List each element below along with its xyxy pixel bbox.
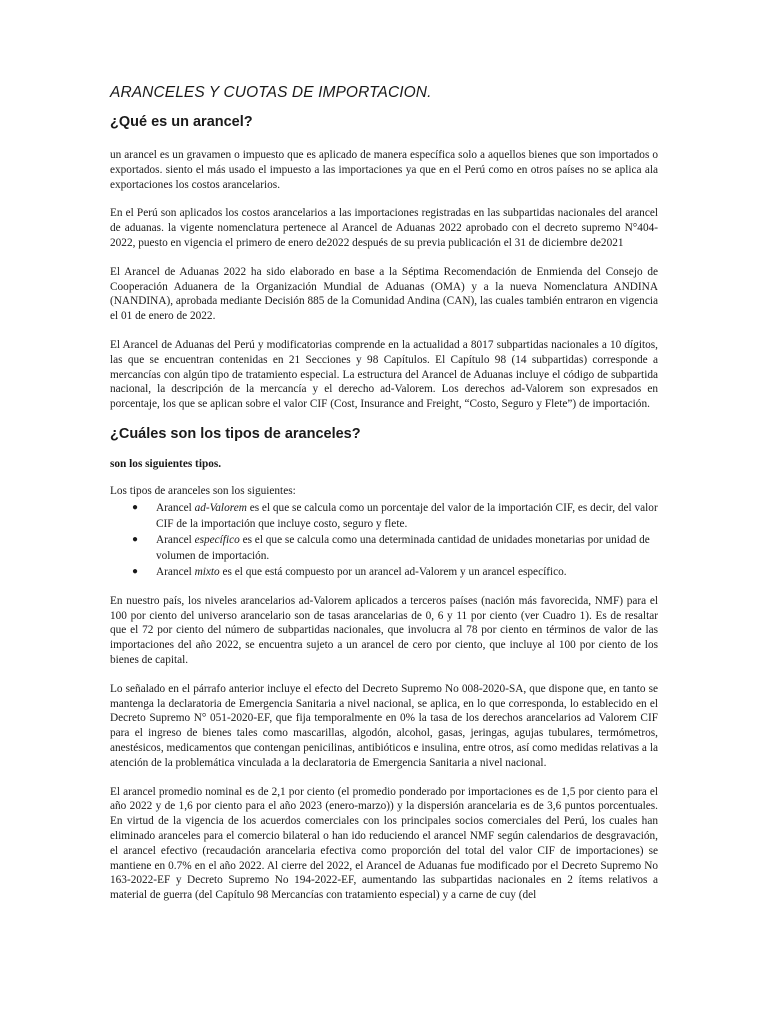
document-title: ARANCELES Y CUOTAS DE IMPORTACION. [110,84,432,101]
paragraph-structure: El Arancel de Aduanas del Perú y modificatorias comprende en la actualidad a 8017 subpartidas nacionales a 10 dígitos, las que se encuentran contenidas en 21 Secciones y 98 Capítulos. El Capítulo 98 (14 subpartidas) corresponde a mercancías con algún tipo de tratamiento especial. La estructura del Arancel de Aduanas incluye el código de subpartida nacional, la descripción de la mercancía y el derecho ad-Valorem. Los derechos ad-Valorem son expresados en porcentaje, los que se aplican sobre el valor CIF (Cost, Insurance and Freight, “Costo, Seguro y Flete”) de importación. [110,338,658,411]
list-item-description: es el que está compuesto por un arancel ad-Valorem y un arancel específico. [219,565,567,578]
tariff-types-list [110,500,658,580]
list-item-term: ad-Valorem [194,501,247,514]
list-item-prefix: Arancel [156,533,195,546]
list-item-term: mixto [194,565,220,578]
list-intro: Los tipos de aranceles son los siguientes: [110,484,296,497]
paragraph-average-tariff: El arancel promedio nominal es de 2,1 por ciento (el promedio ponderado por importaciones es de 1,5 por ciento para el año 2022 y de 1,6 por ciento para el año 2023 (enero-marzo)) y la dispersión arancelaria es de 3,6 puntos porcentuales. En virtud de la vigencia de los acuerdos comerciales con los principales socios comerciales del Perú, los cuales han eliminado aranceles para el comercio bilateral o han ido reduciendo el arancel NMF según calendarios de desgravación, el arancel efectivo (recaudación arancelaria efectiva como proporción del total del valor CIF de importaciones) se mantiene en 0.7% en el año 2022. Al cierre del 2022, el Arancel de Aduanas fue modificado por el Decreto Supremo No 163-2022-EF y Decreto Supremo No 194-2022-EF, aumentando las subpartidas nacionales en 2 ítems relativos a material de guerra (del Capítulo 98 Mercancías con tratamiento especial) y a carne de cuy (del [110,785,658,902]
paragraph-arancel-2022: El Arancel de Aduanas 2022 ha sido elaborado en base a la Séptima Recomendación de Enmienda del Consejo de Cooperación Aduanera de la Organización Mundial de Aduanas (OMA) y a la nueva Nomenclatura ANDINA (NANDINA), aprobada mediante Decisión 885 de la Comunidad Andina (CAN), las cuales también entraron en vigencia el 01 de enero de 2022. [110,265,658,323]
list-item-description: es el que se calcula como una determinada cantidad de unidades monetarias por unidad de volumen de importación. [156,533,650,562]
list-item-term: específico [194,533,240,546]
bullet-icon: ● [132,501,139,513]
paragraph-peru-tariffs: En el Perú son aplicados los costos arancelarios a las importaciones registradas en las subpartidas nacionales del arancel de aduanas. la vigente nomenclatura pertenece al Arancel de Aduanas 2022 aprobado con el decreto supremo N°404-2022, puesto en vigencia el primero de enero de2022 después de su previa publicación el 31 de diciembre de2021 [110,207,658,249]
list-item-prefix: Arancel [156,501,195,514]
section-heading-tariff-types: ¿Cuáles son los tipos de aranceles? [110,425,361,442]
document-body [110,84,658,903]
subheading-types: son los siguientes tipos. [110,457,222,470]
list-item-prefix: Arancel [156,565,195,578]
list-item-description: es el que se calcula como un porcentaje del valor de la importación CIF, es decir, del valor CIF de la importación que incluye costo, seguro y flete. [156,501,658,530]
list-item-mixto [110,564,658,580]
list-item-ad-valorem [110,500,658,532]
paragraph-decreto-supremo: Lo señalado en el párrafo anterior incluye el efecto del Decreto Supremo No 008-2020-SA, que dispone que, en tanto se mantenga la declaratoria de Emergencia Sanitaria a nivel nacional, se aplica, en lo que corresponda, lo establecido en el Decreto Supremo N° 051-2020-EF, que fija temporalmente en 0% la tasa de los derechos arancelarios ad Valorem CIF para el ingreso de bienes tales como mascarillas, algodón, alcohol, gasas, jeringas, agujas tubulares, termómetros, anestésicos, medicamentos que contengan penicilinas, antibióticos e insulina, entre otros, así como medidas relativas a la atención de la problemática vinculada a la declaratoria de Emergencia Sanitaria a nivel nacional. [110,682,658,769]
bullet-icon: ● [132,565,139,577]
bullet-icon: ● [132,533,139,545]
paragraph-definition: un arancel es un gravamen o impuesto que es aplicado de manera específica solo a aquellos bienes que son importados o exportados. siento el más usado el impuesto a las importaciones ya que en el Perú como en otros países no se aplica ala exportaciones los costos arancelarios. [110,149,658,191]
paragraph-tariff-levels: En nuestro país, los niveles arancelarios ad-Valorem aplicados a terceros países (nación más favorecida, NMF) para el 100 por ciento del universo arancelario son de tasas arancelarias de 0, 6 y 11 por ciento (ver Cuadro 1). Es de resaltar que el 72 por ciento del número de subpartidas nacionales, que involucra al 78 por ciento en términos de valor de las importaciones del año 2022, se encuentra sujeto a un arancel de cero por ciento, que incluye al 100 por ciento de los bienes de capital. [110,594,658,666]
list-item-especifico [110,532,658,564]
section-heading-what-is-tariff: ¿Qué es un arancel? [110,114,253,130]
